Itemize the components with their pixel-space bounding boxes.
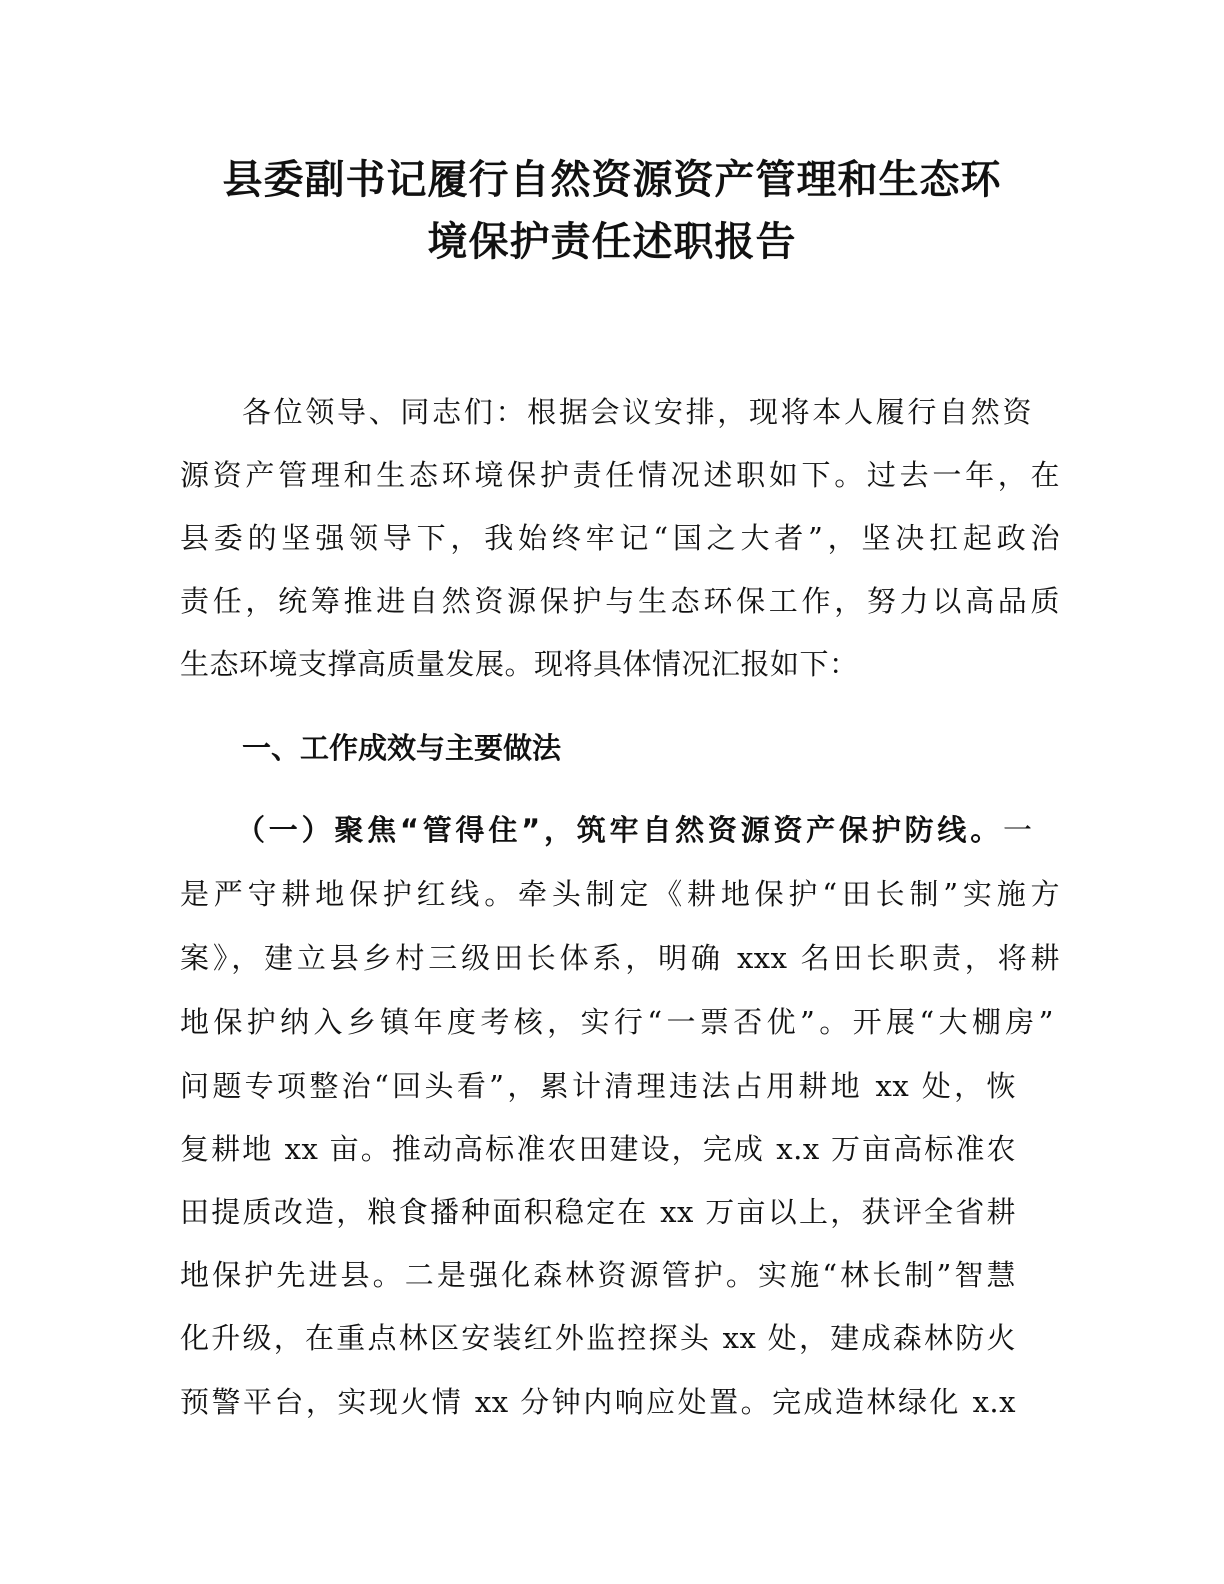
body-paragraph-line: 地保护纳入乡镇年度考核，实行“一票否优”。开展“大棚房”	[180, 1005, 1054, 1039]
intro-paragraph-line: 责任，统筹推进自然资源保护与生态环保工作，努力以高品质	[180, 584, 1060, 618]
body-paragraph-line: 预警平台，实现火情 xx 分钟内响应处置。完成造林绿化 x.x	[180, 1385, 1016, 1419]
body-paragraph-line: 问题专项整治“回头看”，累计清理违法占用耕地 xx 处，恢	[180, 1069, 1016, 1103]
intro-paragraph-line: 生态环境支撑高质量发展。现将具体情况汇报如下：	[180, 647, 859, 681]
body-paragraph-line: 复耕地 xx 亩。推动高标准农田建设，完成 x.x 万亩高标准农	[180, 1132, 1016, 1166]
intro-paragraph-line: 各位领导、同志们：根据会议安排，现将本人履行自然资	[242, 395, 1032, 429]
document-title-line-1: 县委副书记履行自然资源资产管理和生态环	[222, 157, 1002, 203]
subsection-heading: （一）聚焦“管得住”，筑牢自然资源资产保护防线。	[236, 813, 1003, 847]
intro-paragraph-line: 源资产管理和生态环境保护责任情况述职如下。过去一年，在	[180, 458, 1060, 492]
body-paragraph-line: 地保护先进县。二是强化森林资源管护。实施“林长制”智慧	[180, 1258, 1016, 1292]
section-heading: 一、工作成效与主要做法	[242, 731, 562, 765]
body-paragraph-line: 田提质改造，粮食播种面积稳定在 xx 万亩以上，获评全省耕	[180, 1195, 1016, 1229]
intro-paragraph-line: 县委的坚强领导下，我始终牢记“国之大者”，坚决扛起政治	[180, 521, 1060, 555]
subsection-text-start: 一	[1002, 813, 1032, 847]
subsection-heading-line	[236, 808, 1032, 852]
body-paragraph-line: 案》，建立县乡村三级田长体系，明确 xxx 名田长职责，将耕	[180, 941, 1060, 975]
body-paragraph-line: 是严守耕地保护红线。牵头制定《耕地保护“田长制”实施方	[180, 877, 1060, 911]
document-title-line-2: 境保护责任述职报告	[427, 219, 797, 265]
body-paragraph-line: 化升级，在重点林区安装红外监控探头 xx 处，建成森林防火	[180, 1321, 1016, 1355]
